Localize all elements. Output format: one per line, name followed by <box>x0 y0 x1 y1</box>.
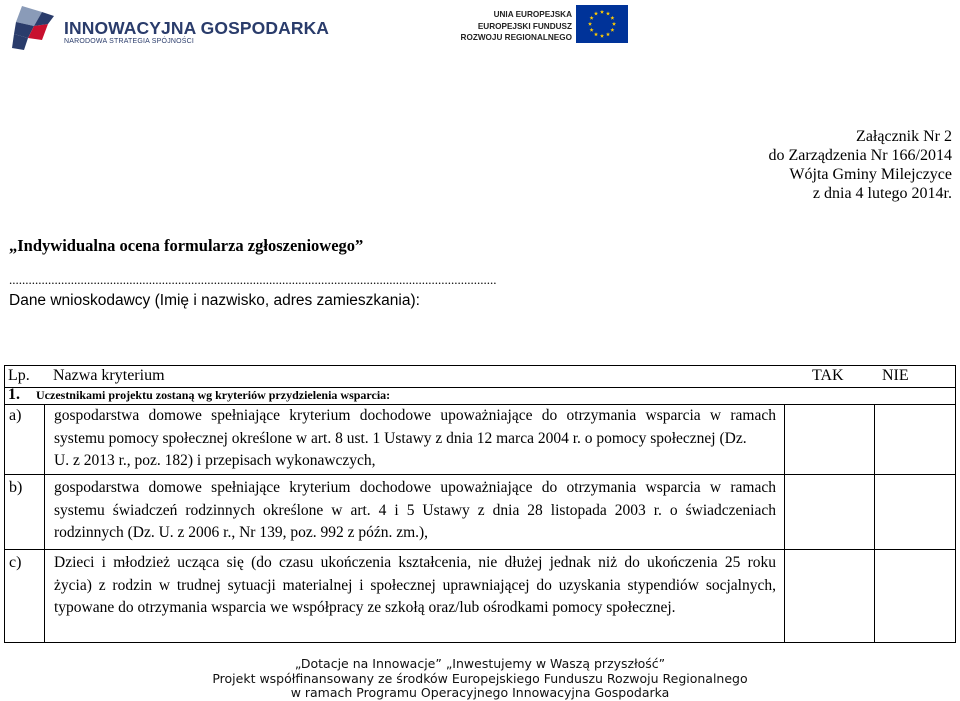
eu-logo-line3: ROZWOJU REGIONALNEGO <box>460 33 572 42</box>
dotted-line: ...................................................................................................................................................... <box>9 272 497 287</box>
section-title: Uczestnikami projektu zostaną wg kryteriów przydzielenia wsparcia: <box>36 388 391 402</box>
footer-line-2: Projekt współfinansowany ze środków Europejskiego Funduszu Rozwoju Regionalnego <box>212 670 748 686</box>
table-divider <box>4 549 956 550</box>
criterion-label-b: b) <box>9 479 23 496</box>
footer <box>0 657 960 701</box>
criterion-a-line-3: U. z 2013 r., poz. 182) i przepisach wykonawczych, <box>54 452 376 469</box>
eu-flag-icon <box>576 5 628 43</box>
column-header-lp: Lp. <box>8 367 30 384</box>
table-divider <box>4 474 956 475</box>
criterion-text-b <box>54 477 776 545</box>
form-title: „Indywidualna ocena formularza zgłoszeniowego” <box>9 236 364 255</box>
column-header-nie: NIE <box>882 367 909 384</box>
attachment-line-2: do Zarządzenia Nr 166/2014 <box>768 147 952 164</box>
section-number: 1. <box>8 386 20 403</box>
eu-logo-line2: EUROPEJSKI FUNDUSZ <box>477 21 572 31</box>
criterion-c-line-1: Dzieci i młodzież ucząca się (do czasu ukończenia kształcenia, nie dłużej jednak niż do ukończenia 25 roku <box>54 554 776 571</box>
criterion-a-line-1: gospodarstwa domowe spełniające kryterium dochodowe upoważniające do otrzymania wsparcia w ramach <box>54 407 776 424</box>
footer-line-1: „Dotacje na Innowacje” „Inwestujemy w Waszą przyszłość” <box>294 656 666 671</box>
attachment-reference <box>769 127 952 203</box>
table-col-divider <box>44 404 45 642</box>
ig-logo-title: INNOWACYJNA GOSPODARKA <box>64 18 330 38</box>
criterion-text-a <box>54 405 776 473</box>
footer-line-3: w ramach Programu Operacyjnego Innowacyjna Gospodarka <box>290 685 670 700</box>
column-header-name: Nazwa kryterium <box>53 367 165 384</box>
criterion-c-line-3: typowane do otrzymania wsparcia we współpracy ze szkołą oraz/lub ośrodkami pomocy społecznej. <box>54 599 676 616</box>
table-border-right <box>955 365 956 643</box>
table-col-divider <box>874 404 875 642</box>
applicant-label: Dane wnioskodawcy (Imię i nazwisko, adres zamieszkania): <box>9 292 420 309</box>
criteria-table <box>4 365 956 643</box>
attachment-line-3: Wójta Gminy Milejczyce <box>789 166 952 183</box>
criterion-b-line-2: systemu świadczeń rodzinnych określone w art. 4 i 5 Ustawy z dnia 28 listopada 2003 r. o świadczeniach <box>54 501 776 519</box>
ig-flag-icon <box>12 4 56 52</box>
criterion-text-c <box>54 552 776 620</box>
ig-logo-subtitle: NARODOWA STRATEGIA SPÓJNOŚCI <box>64 38 195 45</box>
criterion-label-a: a) <box>9 407 22 424</box>
eu-logo-line1: UNIA EUROPEJSKA <box>493 10 572 19</box>
table-border-bottom <box>4 642 956 643</box>
eu-logo <box>452 5 642 45</box>
table-col-divider <box>784 404 785 642</box>
criterion-c-line-2: życia) z rodzin w trudnej sytuacji materialnej i społecznej uprawniającej do uzyskania stypendiów socjalnych, <box>54 576 776 594</box>
innowacyjna-gospodarka-logo <box>12 4 330 52</box>
table-border-left <box>4 365 5 643</box>
criterion-b-line-3: rodzinnych (Dz. U. z 2006 r., Nr 139, poz. 992 z późn. zm.), <box>54 524 429 541</box>
column-header-tak: TAK <box>812 367 844 384</box>
table-border-top <box>4 365 956 366</box>
criterion-a-line-2: systemu pomocy społecznej określone w art. 8 ust. 1 Ustawy z dnia 12 marca 2004 r. o pomocy społecznej (Dz. <box>54 429 747 447</box>
attachment-line-1: Załącznik Nr 2 <box>856 128 952 145</box>
attachment-line-4: z dnia 4 lutego 2014r. <box>812 185 952 202</box>
criterion-label-c: c) <box>9 554 22 571</box>
criterion-b-line-1: gospodarstwa domowe spełniające kryterium dochodowe upoważniające do otrzymania wsparcia w ramach <box>54 479 776 496</box>
